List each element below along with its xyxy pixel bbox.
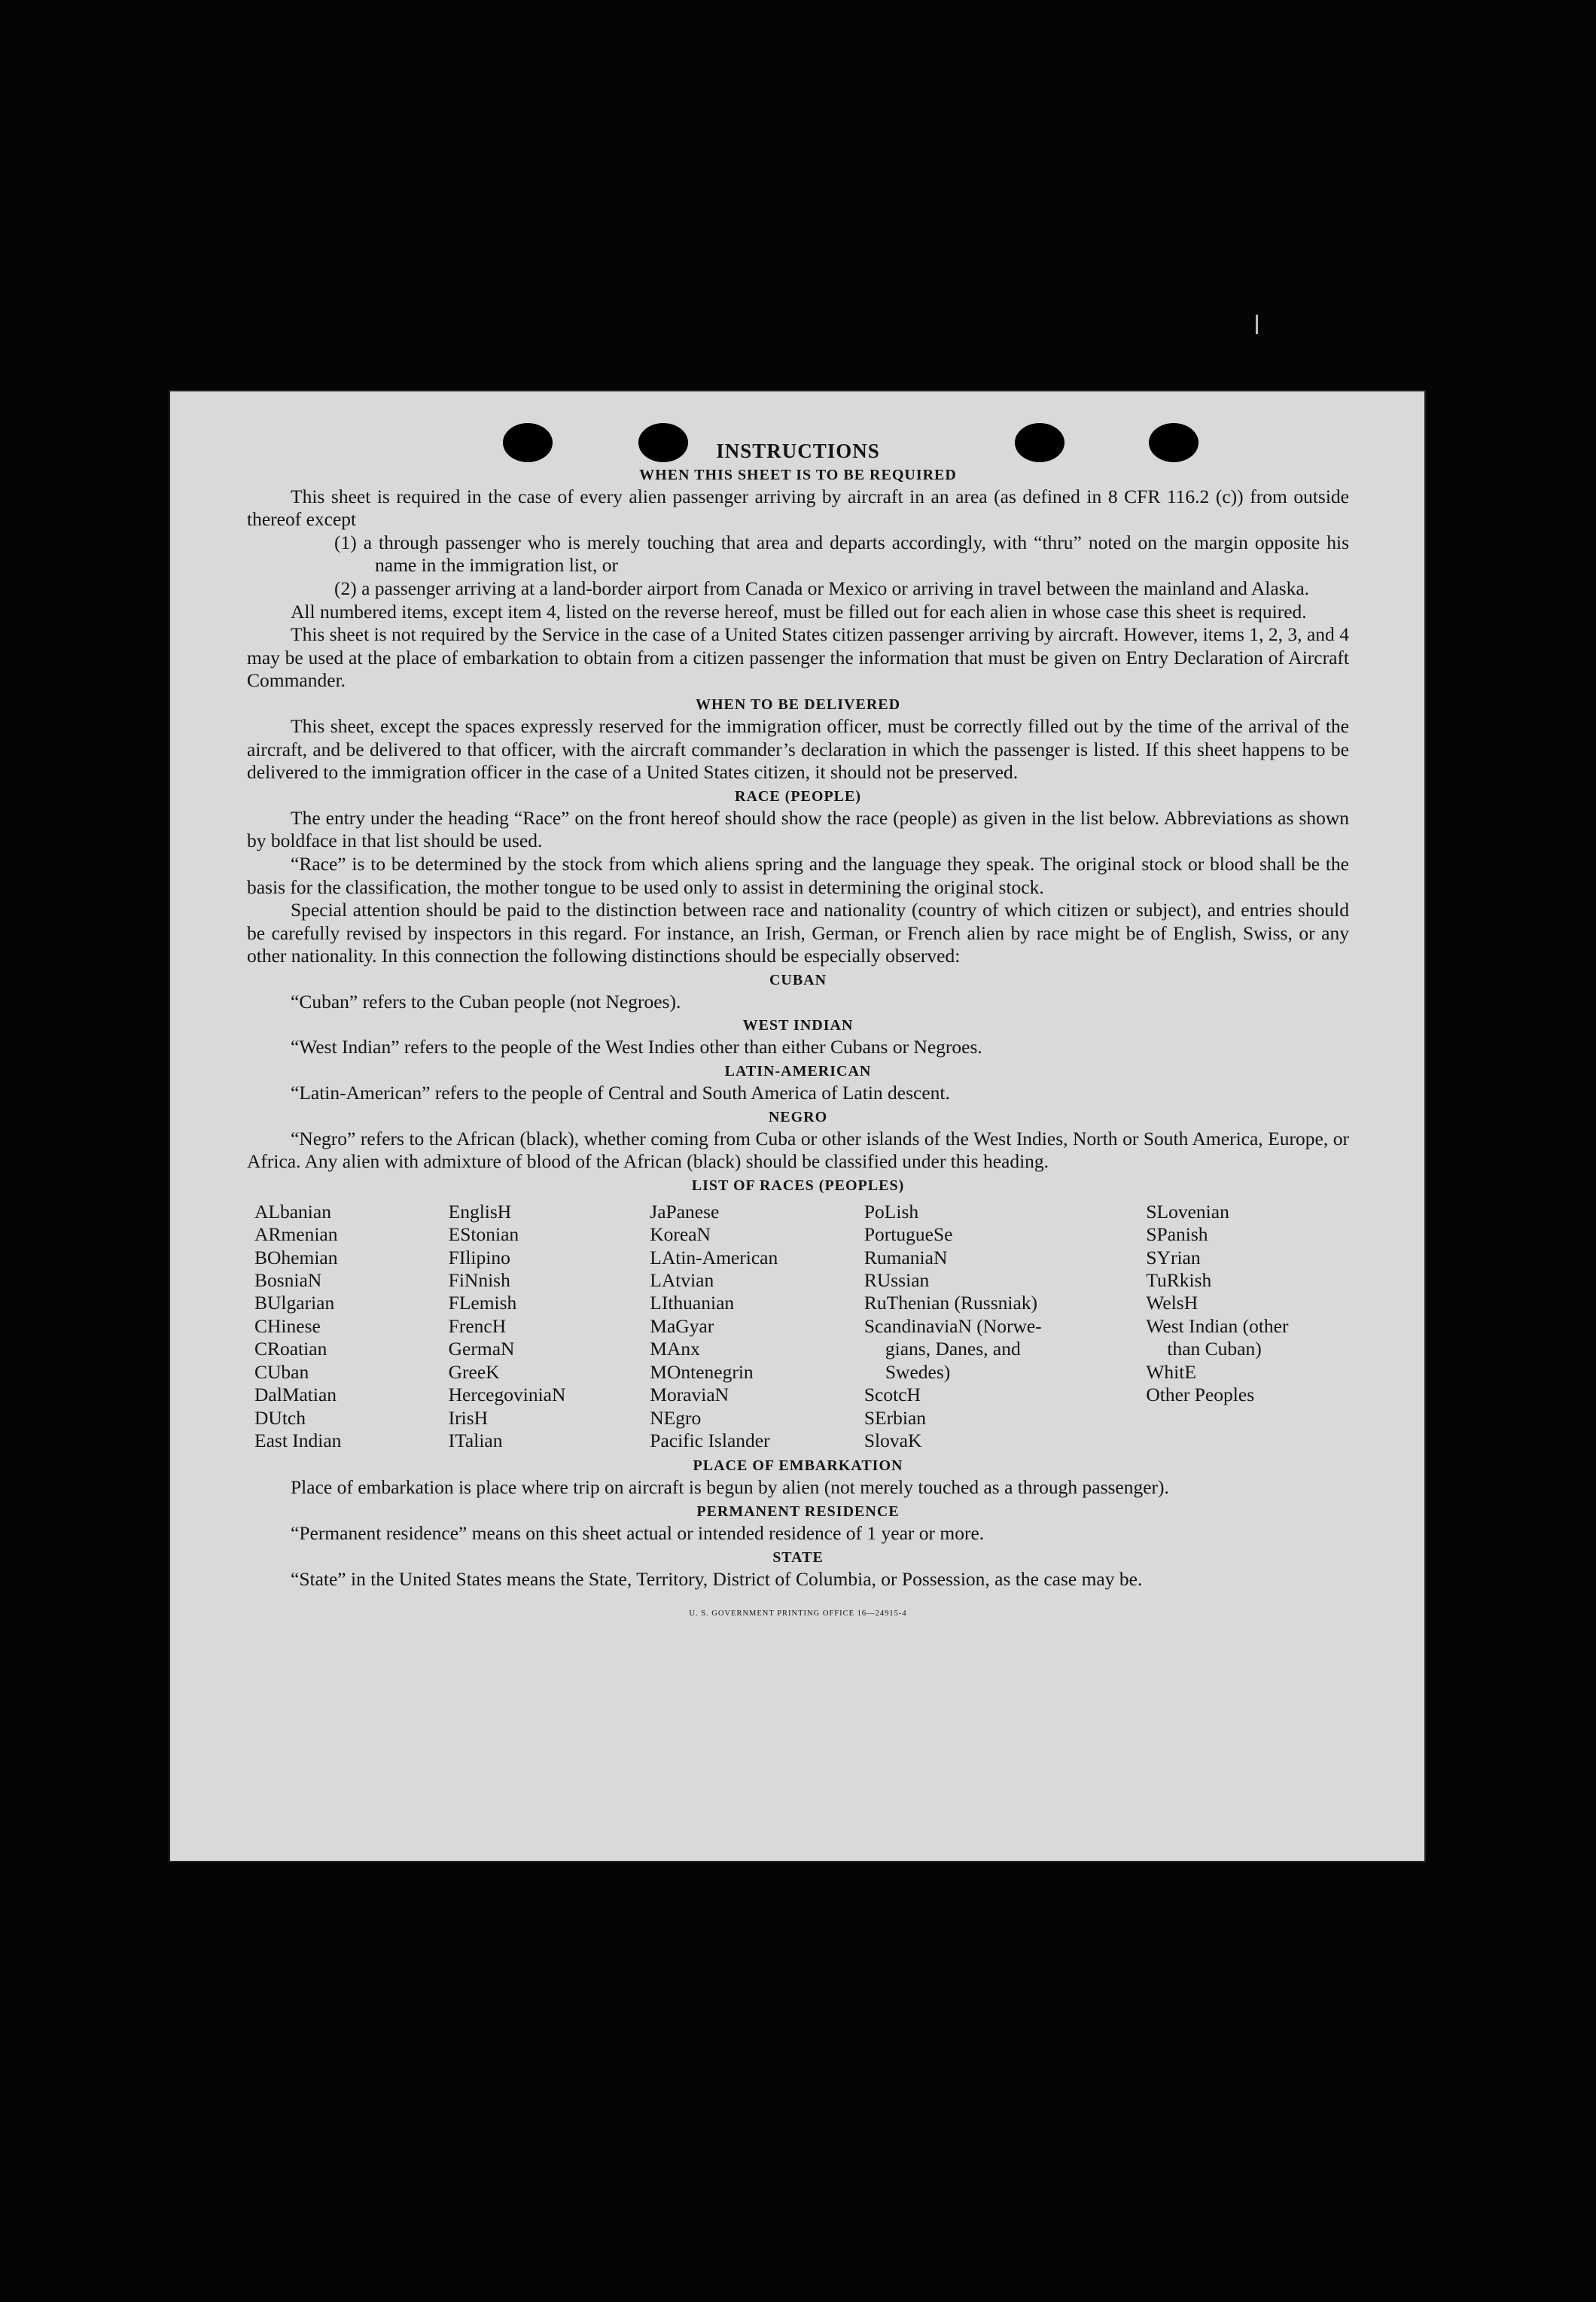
race-item: East Indian — [254, 1429, 342, 1451]
paragraph: The entry under the heading “Race” on the front hereof should show the race (people) as given in the list below. Abbreviations as shown by boldface in that list should be used. — [247, 806, 1349, 852]
section-heading-embarkation: PLACE OF EMBARKATION — [693, 1457, 903, 1475]
race-item: IrisH — [448, 1406, 489, 1429]
section-heading-when-required: WHEN THIS SHEET IS TO BE REQUIRED — [639, 466, 957, 483]
race-list-column — [254, 1201, 449, 1452]
instructions-text — [247, 440, 1349, 1626]
race-item: ScotcH — [863, 1384, 921, 1406]
race-item: MoraviaN — [650, 1384, 729, 1406]
race-item: West Indian (other — [1146, 1314, 1289, 1337]
race-item: MAnx — [650, 1338, 700, 1360]
race-item: DUtch — [254, 1406, 306, 1429]
race-item: CHinese — [254, 1314, 321, 1337]
race-list-column — [650, 1201, 864, 1452]
race-list-column — [864, 1201, 1146, 1452]
race-item: SLovenian — [1146, 1200, 1229, 1223]
section-heading-residence: PERMANENT RESIDENCE — [696, 1503, 900, 1520]
section-heading-west-indian: WEST INDIAN — [742, 1017, 854, 1034]
list-item: (2) a passenger arriving at a land-border airport from Canada or Mexico or arriving in travel between the mainland and Alaska. — [334, 577, 1310, 599]
race-item: SlovaK — [863, 1429, 922, 1451]
paragraph: “Race” is to be determined by the stock from which aliens spring and the language they speak. The original stock or blood shall be the basis for the classification, the mother tongue to be used only to assist in determining the original stock. — [247, 852, 1349, 898]
race-item: than Cuban) — [1167, 1338, 1262, 1360]
section-heading-race: RACE (PEOPLE) — [735, 787, 861, 805]
paragraph: This sheet is required in the case of every alien passenger arriving by aircraft in an area (as defined in 8 CFR 116.2 (c)) from outside thereof except — [247, 485, 1349, 531]
document-sheet — [169, 390, 1426, 1862]
section-heading-list-of-races: LIST OF RACES (PEOPLES) — [691, 1177, 905, 1194]
paragraph: “Latin-American” refers to the people of Central and South America of Latin descent. — [291, 1082, 950, 1104]
race-item: DalMatian — [254, 1384, 337, 1406]
paragraph: This sheet is not required by the Service in the case of a United States citizen passenger arriving by aircraft. However, items 1, 2, 3, and 4 may be used at the place of embarkation to obtain from a citizen passenger the information that must be given on Entry Declaration of Aircraft Commander. — [247, 623, 1349, 692]
race-item: GreeK — [448, 1360, 500, 1383]
race-item: Other Peoples — [1146, 1384, 1255, 1406]
race-item: JaPanese — [650, 1200, 720, 1223]
race-item: LIthuanian — [650, 1292, 735, 1314]
race-item: RuThenian (Russniak) — [863, 1292, 1038, 1314]
paragraph: “West Indian” refers to the people of the West Indies other than either Cubans or Negroes. — [291, 1036, 982, 1058]
race-item: SYrian — [1146, 1246, 1201, 1268]
race-list-column — [1146, 1201, 1349, 1452]
race-item: FrencH — [448, 1314, 507, 1337]
race-item: EnglisH — [448, 1200, 512, 1223]
race-item: SPanish — [1146, 1223, 1208, 1246]
race-item: MOntenegrin — [650, 1360, 754, 1383]
section-heading-when-delivered: WHEN TO BE DELIVERED — [695, 696, 901, 713]
paragraph: All numbered items, except item 4, listed on the reverse hereof, must be filled out for each alien in whose case this sheet is required. — [291, 600, 1307, 623]
race-item: ITalian — [448, 1429, 503, 1451]
paragraph: “Cuban” refers to the Cuban people (not Negroes). — [291, 990, 681, 1012]
paragraph: This sheet, except the spaces expressly reserved for the immigration officer, must be correctly filled out by the time of the arrival of the aircraft, and be delivered to that officer, with the aircraft commander’s declaration in which the passenger is listed. If this sheet happens to be delivered to the immigration officer in the case of a United States citizen, it should not be preserved. — [247, 714, 1349, 784]
race-item: BUlgarian — [254, 1292, 335, 1314]
section-heading-cuban: CUBAN — [769, 971, 827, 988]
race-item: MaGyar — [650, 1314, 714, 1337]
race-item: BosniaN — [254, 1269, 322, 1292]
paragraph: Place of embarkation is place where trip on aircraft is begun by alien (not merely touched as a through passenger). — [291, 1476, 1169, 1499]
race-item: PoLish — [863, 1200, 919, 1223]
race-item: ScandinaviaN (Norwe- — [863, 1314, 1042, 1337]
page-title: INSTRUCTIONS — [716, 440, 880, 462]
race-item: HercegoviniaN — [448, 1384, 566, 1406]
race-item: RUssian — [863, 1269, 930, 1292]
race-item: FLemish — [448, 1292, 517, 1314]
printing-office-footer: U. S. GOVERNMENT PRINTING OFFICE 16—24915-4 — [689, 1609, 907, 1618]
paragraph: Special attention should be paid to the distinction between race and nationality (country of which citizen or subject), and entries should be carefully revised by inspectors in this regard. For instance, an Irish, German, or French alien by race might be of English, Swiss, or any other nationality. In this connection the following distinctions should be especially observed: — [247, 899, 1349, 967]
race-item: NEgro — [650, 1406, 702, 1429]
race-item: BOhemian — [254, 1246, 338, 1268]
race-item: EStonian — [448, 1223, 519, 1246]
race-item: RumaniaN — [863, 1246, 948, 1268]
race-item: LAtin-American — [650, 1246, 778, 1268]
race-item: CRoatian — [254, 1338, 327, 1360]
section-heading-state: STATE — [772, 1548, 824, 1566]
race-item: TuRkish — [1146, 1269, 1212, 1292]
scan-artifact — [1256, 315, 1258, 334]
race-item: FiNnish — [448, 1269, 510, 1292]
race-item: gians, Danes, and — [885, 1338, 1021, 1360]
list-item: (1) a through passenger who is merely touching that area and departs accordingly, with “thru” noted on the margin opposite his name in the immigration list, or — [334, 531, 1349, 577]
paragraph: “Permanent residence” means on this sheet actual or intended residence of 1 year or more. — [291, 1521, 985, 1544]
paragraph: “State” in the United States means the State, Territory, District of Columbia, or Possession, as the case may be. — [291, 1567, 1143, 1590]
race-item: WhitE — [1146, 1360, 1196, 1383]
race-item: WelsH — [1146, 1292, 1199, 1314]
race-item: ALbanian — [254, 1200, 331, 1223]
race-item: Pacific Islander — [650, 1429, 770, 1451]
race-item: Swedes) — [885, 1360, 951, 1383]
race-list — [254, 1201, 1349, 1452]
race-item: KoreaN — [650, 1223, 711, 1246]
race-item: LAtvian — [650, 1269, 714, 1292]
race-item: ARmenian — [254, 1223, 338, 1246]
race-item: SErbian — [863, 1406, 927, 1429]
paragraph: “Negro” refers to the African (black), whether coming from Cuba or other islands of the West Indies, North or South America, Europe, or Africa. Any alien with admixture of blood of the African (black) should be classified under this heading. — [247, 1127, 1349, 1173]
race-item: GermaN — [448, 1338, 515, 1360]
section-heading-negro: NEGRO — [768, 1108, 828, 1125]
race-item: CUban — [254, 1360, 309, 1383]
race-item: PortugueSe — [863, 1223, 953, 1246]
section-heading-latin-american: LATIN-AMERICAN — [724, 1063, 872, 1080]
race-item: FIlipino — [448, 1246, 510, 1268]
race-list-column — [449, 1201, 650, 1452]
